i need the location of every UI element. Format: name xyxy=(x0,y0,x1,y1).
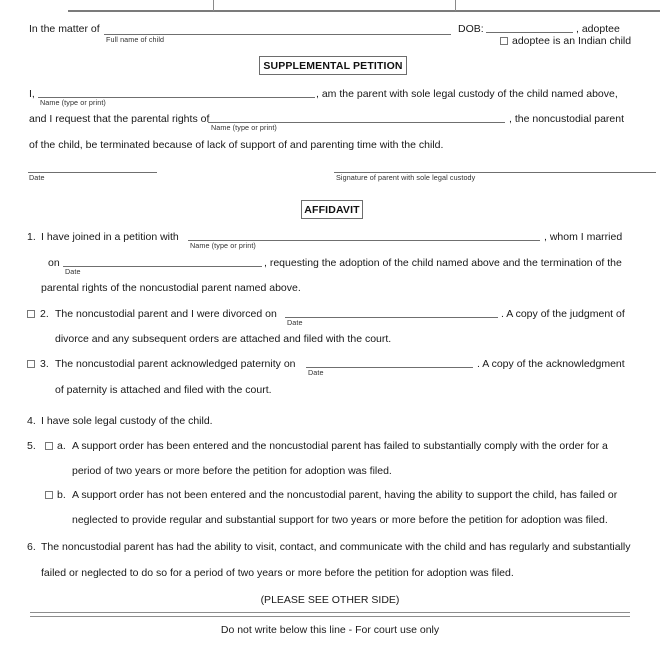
affidavit-item-1-number: 1. xyxy=(27,231,36,243)
petition-signature-caption: Signature of parent with sole legal custody xyxy=(336,173,476,182)
in-the-matter-of-label: In the matter of xyxy=(29,23,100,35)
affidavit-item-1-date-caption: Date xyxy=(65,267,81,276)
court-use-only-note: Do not write below this line - For court use only xyxy=(220,624,440,636)
affidavit-item-2-checkbox[interactable] xyxy=(27,310,35,318)
affidavit-item-1-name-caption: Name (type or print) xyxy=(190,241,256,250)
affidavit-item-2-date-field[interactable] xyxy=(285,317,498,318)
affidavit-item-3-date-caption: Date xyxy=(308,368,324,377)
petition-line2-prefix: and I request that the parental rights of xyxy=(29,113,210,125)
petition-line1-prefix: I, xyxy=(29,88,35,100)
affidavit-item-5a-line1: A support order has been entered and the noncustodial parent has failed to substantially comply with the order for a xyxy=(72,440,608,452)
affidavit-item-5b-label: b. xyxy=(57,489,66,501)
affidavit-item-5a-label: a. xyxy=(57,440,66,452)
affidavit-item-6-number: 6. xyxy=(27,541,36,553)
affidavit-item-3-text-c: of paternity is attached and filed with the court. xyxy=(55,384,272,396)
court-use-divider-bottom xyxy=(30,616,630,617)
top-table-rule xyxy=(68,10,660,12)
affidavit-item-1-text-d: , requesting the adoption of the child named above and the termination of the xyxy=(264,257,622,269)
court-use-divider-top xyxy=(30,612,630,613)
petitioner-name-caption: Name (type or print) xyxy=(40,98,106,107)
top-table-divider-right xyxy=(455,0,456,11)
affidavit-heading: AFFIDAVIT xyxy=(301,200,363,219)
noncustodial-name-caption: Name (type or print) xyxy=(211,123,277,132)
dob-label: DOB: xyxy=(458,23,484,35)
indian-child-label: adoptee is an Indian child xyxy=(512,35,632,47)
affidavit-item-1-date-field[interactable] xyxy=(63,266,262,267)
petition-date-field[interactable] xyxy=(28,172,157,173)
affidavit-item-5b-checkbox[interactable] xyxy=(45,491,53,499)
affidavit-item-1-text-b: , whom I married xyxy=(544,231,623,243)
affidavit-item-4-text: I have sole legal custody of the child. xyxy=(41,415,213,427)
petition-date-caption: Date xyxy=(29,173,45,182)
affidavit-item-5b-line1: A support order has not been entered and the noncustodial parent, having the ability to support the child, has failed or xyxy=(72,489,618,501)
affidavit-item-5a-line2: period of two years or more before the petition for adoption was filed. xyxy=(72,465,392,477)
top-table-divider-left xyxy=(213,0,214,11)
affidavit-item-3-text-b: . A copy of the acknowledgment xyxy=(477,358,625,370)
full-name-of-child-caption: Full name of child xyxy=(106,35,165,44)
affidavit-item-2-number: 2. xyxy=(40,308,49,320)
supplemental-petition-heading: SUPPLEMENTAL PETITION xyxy=(259,56,407,75)
affidavit-item-3-checkbox[interactable] xyxy=(27,360,35,368)
affidavit-item-2-date-caption: Date xyxy=(287,318,303,327)
affidavit-item-2-text-c: divorce and any subsequent orders are attached and filed with the court. xyxy=(55,333,392,345)
affidavit-item-6-line2: failed or neglected to do so for a period of two years or more before the petition for adoption was filed. xyxy=(41,567,514,579)
affidavit-item-3-text-a: The noncustodial parent acknowledged paternity on xyxy=(55,358,296,370)
dob-field[interactable] xyxy=(486,32,573,33)
affidavit-item-4-number: 4. xyxy=(27,415,36,427)
please-see-other-side: (PLEASE SEE OTHER SIDE) xyxy=(260,594,400,606)
affidavit-item-5a-checkbox[interactable] xyxy=(45,442,53,450)
petition-line2-suffix: , the noncustodial parent xyxy=(509,113,624,125)
affidavit-item-3-date-field[interactable] xyxy=(306,367,473,368)
petition-line1-suffix: , am the parent with sole legal custody of the child named above, xyxy=(316,88,618,100)
affidavit-item-6-line1: The noncustodial parent has had the ability to visit, contact, and communicate with the child and has regularly and substantially xyxy=(41,541,631,553)
affidavit-item-2-text-a: The noncustodial parent and I were divorced on xyxy=(55,308,277,320)
affidavit-item-3-number: 3. xyxy=(40,358,49,370)
affidavit-item-2-text-b: . A copy of the judgment of xyxy=(501,308,625,320)
indian-child-checkbox[interactable] xyxy=(500,37,508,45)
affidavit-item-1-text-c: on xyxy=(48,257,60,269)
affidavit-item-1-text-a: I have joined in a petition with xyxy=(41,231,179,243)
petition-line3: of the child, be terminated because of lack of support of and parenting time with the child. xyxy=(29,139,444,151)
affidavit-item-5b-line2: neglected to provide regular and substantial support for two years or more before the petition for adoption was filed. xyxy=(72,514,608,526)
adoptee-label: , adoptee xyxy=(576,23,620,35)
affidavit-item-5-number: 5. xyxy=(27,440,36,452)
affidavit-item-1-text-e: parental rights of the noncustodial parent named above. xyxy=(41,282,301,294)
